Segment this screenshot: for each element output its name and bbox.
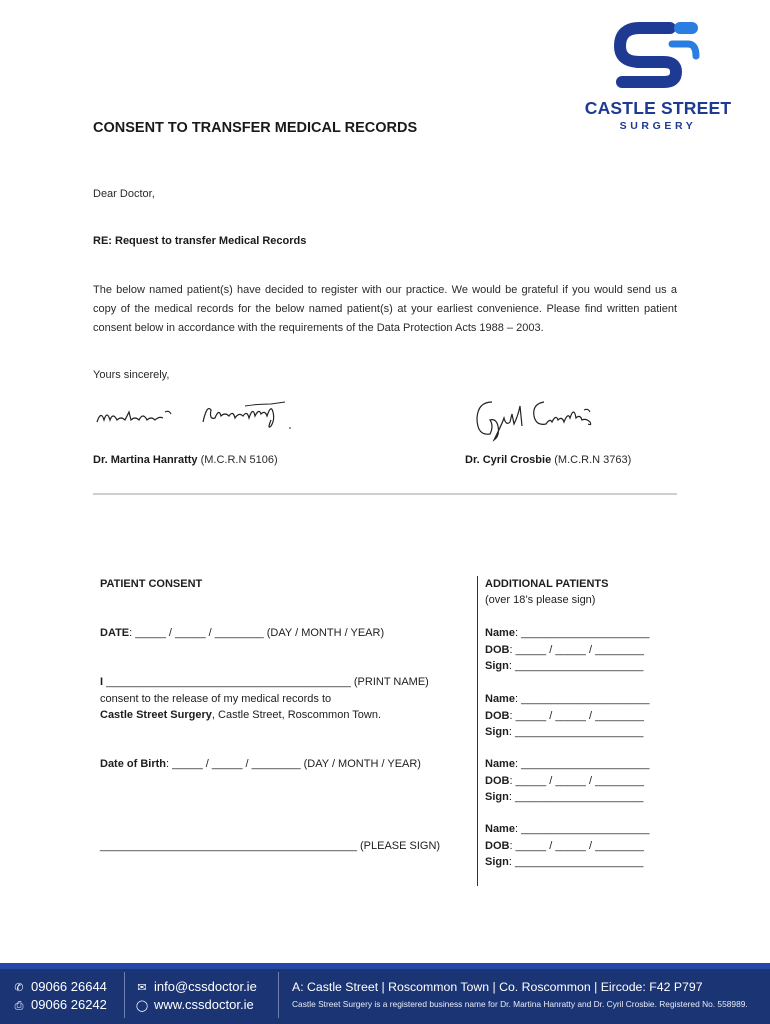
name-value: : _____________________ (514, 823, 650, 835)
print-name-label: I (100, 676, 104, 688)
dob-label: DOB (485, 709, 510, 722)
additional-name-field[interactable] (485, 625, 650, 642)
additional-sign-field[interactable] (485, 854, 650, 871)
additional-name-field[interactable] (485, 691, 650, 708)
consent-dob-value: : _____ / _____ / ________ (DAY / MONTH / YEAR) (166, 758, 421, 770)
footer-email-link[interactable] (135, 979, 257, 994)
consent-date-field[interactable] (100, 625, 384, 642)
logo-name: CASTLE STREET (584, 98, 732, 118)
sign-value: : _____________________ (508, 791, 644, 803)
dob-label: DOB (485, 774, 510, 787)
letter-paragraph: The below named patient(s) have decided to register with our practice. We would be grateful if you would send us a copy of the medical records for the below named patient(s) at your earliest convenience. Please find written patient consent below in accordance with the requirements of the Data Protection Acts 1988 – 2003. (93, 284, 677, 334)
additional-dob-field[interactable] (485, 642, 650, 659)
additional-dob-field[interactable] (485, 708, 650, 725)
sign-label: Sign (485, 726, 509, 738)
consent-sign-field[interactable]: __________________________________________ (PLEASE SIGN) (100, 840, 441, 852)
name-label: Name (485, 693, 515, 705)
footer-website-link[interactable] (135, 997, 254, 1012)
footer-address: A: Castle Street | Roscommon Town | Co. Roscommon | Eircode: F42 P797 (292, 980, 703, 994)
doctor-signature-1 (93, 454, 278, 466)
globe-icon: ◯ (135, 1000, 149, 1012)
column-divider (477, 576, 478, 886)
dob-value: : _____ / _____ / ________ (509, 839, 645, 852)
additional-sign-field[interactable] (485, 724, 650, 741)
dob-label: DOB (485, 839, 510, 852)
sign-value: : _____________________ (508, 660, 644, 672)
consent-date-value: : _____ / _____ / ________ (DAY / MONTH / YEAR) (129, 627, 385, 639)
footer-registration: Castle Street Surgery is a registered business name for Dr. Martina Hanratty and Dr. Cyril Crosbie. Registered No. 558989. (292, 999, 748, 1009)
footer-phone-1[interactable] (12, 979, 107, 994)
logo-subtitle: SURGERY (619, 120, 697, 132)
doctor-name-1: Dr. Martina Hanratty (93, 454, 198, 466)
phone-1-text: 09066 26644 (31, 979, 107, 994)
phone-2-text: 09066 26242 (31, 997, 107, 1012)
envelope-icon: ✉ (137, 982, 147, 994)
additional-patient-entry-3 (485, 756, 650, 806)
additional-dob-field[interactable] (485, 773, 650, 790)
dob-value: : _____ / _____ / ________ (509, 709, 645, 722)
re-line: RE: Request to transfer Medical Records (93, 235, 307, 247)
fax-icon: ⎙ (14, 1000, 24, 1012)
footer-divider-2 (278, 972, 279, 1018)
consent-statement (100, 674, 470, 724)
additional-name-field[interactable] (485, 821, 650, 838)
surgery-name: Castle Street Surgery (100, 709, 212, 721)
page-title: CONSENT TO TRANSFER MEDICAL RECORDS (93, 120, 418, 136)
signature-crosbie (472, 396, 602, 442)
patient-consent-heading: PATIENT CONSENT (100, 578, 203, 590)
print-name-value: ________________________________________ (PRINT NAME) (103, 676, 429, 688)
sign-label: Sign (485, 791, 509, 803)
phone-icon: ✆ (14, 982, 24, 994)
castle-street-logo-mark-icon (612, 22, 702, 98)
sign-value: : _____________________ (508, 726, 644, 738)
footer-divider-1 (124, 972, 125, 1018)
dob-value: : _____ / _____ / ________ (509, 774, 645, 787)
section-divider (93, 493, 677, 495)
signature-hanratty (95, 398, 300, 438)
additional-dob-field[interactable] (485, 838, 650, 855)
closing: Yours sincerely, (93, 369, 170, 381)
website-text: www.cssdoctor.ie (154, 997, 254, 1012)
footer-phone-2[interactable] (12, 997, 107, 1013)
additional-patient-entry-1 (485, 625, 650, 675)
additional-patient-entry-4 (485, 821, 650, 871)
name-label: Name (485, 823, 515, 835)
name-value: : _____________________ (514, 627, 650, 639)
footer-accent-strip (0, 963, 770, 969)
print-name-field[interactable] (100, 674, 470, 691)
name-label: Name (485, 758, 515, 770)
consent-date-label: DATE (100, 627, 130, 639)
doctor-mcrn-2: (M.C.R.N 3763) (554, 454, 632, 466)
consent-line: consent to the release of my medical records to (100, 692, 332, 705)
sign-value: : _____________________ (508, 856, 644, 868)
surgery-address: , Castle Street, Roscommon Town. (211, 709, 382, 721)
additional-patients-heading: ADDITIONAL PATIENTS (485, 578, 609, 590)
email-text: info@cssdoctor.ie (154, 979, 257, 994)
doctor-signature-2 (465, 454, 631, 466)
additional-patient-entry-2 (485, 691, 650, 741)
name-value: : _____________________ (514, 758, 650, 770)
doctor-mcrn-1: (M.C.R.N 5106) (200, 454, 278, 466)
name-label: Name (485, 627, 515, 639)
salutation: Dear Doctor, (93, 188, 155, 200)
additional-name-field[interactable] (485, 756, 650, 773)
additional-sign-field[interactable] (485, 658, 650, 675)
additional-sign-field[interactable] (485, 789, 650, 806)
sign-label: Sign (485, 856, 509, 868)
sign-label: Sign (485, 660, 509, 672)
dob-value: : _____ / _____ / ________ (509, 643, 645, 656)
consent-dob-label: Date of Birth (100, 758, 166, 770)
dob-label: DOB (485, 643, 510, 656)
doctor-name-2: Dr. Cyril Crosbie (465, 454, 552, 466)
name-value: : _____________________ (514, 693, 650, 705)
additional-patients-subheading: (over 18’s please sign) (485, 594, 596, 606)
consent-dob-field[interactable] (100, 756, 421, 773)
